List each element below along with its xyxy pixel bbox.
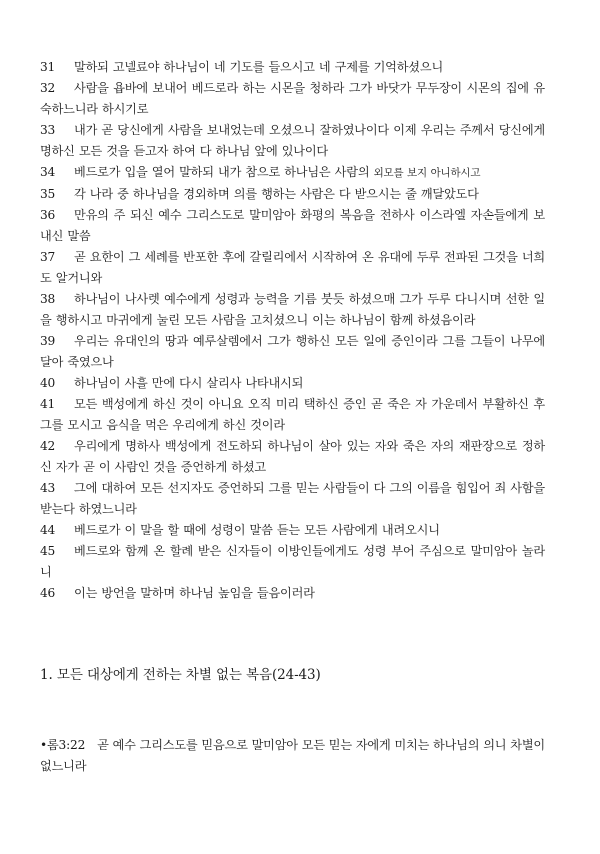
verse-number: 31: [40, 60, 56, 74]
verse-text: 그에 대하여 모든 선지자도 증언하되 그를 믿는 사람들이 다 그의 이름을 힘입어 죄 사함을 받는다 하였느니라: [40, 481, 545, 516]
cross-reference: [40, 735, 545, 777]
verse-text: 베드로가 이 말을 할 때에 성령이 말씀 듣는 모든 사람에게 내려오시니: [74, 523, 440, 537]
verse-number: 37: [40, 250, 56, 264]
verse-number: 45: [40, 544, 56, 558]
verse-32: [40, 78, 545, 120]
verse-37: [40, 247, 545, 289]
verse-number: 39: [40, 334, 56, 348]
verse-43: [40, 478, 545, 520]
verse-number: 44: [40, 523, 56, 537]
verse-text: 하나님이 나사렛 예수에게 성령과 능력을 기름 붓듯 하셨으매 그가 두루 다니시며 선한 일을 행하시고 마귀에게 눌린 모든 사람을 고치셨으니 이는 하나님이 함께 하셨음이라: [40, 292, 545, 327]
verse-text-small: 외모를 보지 아니하시고: [373, 167, 481, 179]
verse-number: 40: [40, 376, 56, 390]
verse-number: 43: [40, 481, 56, 495]
verse-46: [40, 583, 545, 604]
verse-42: [40, 436, 545, 478]
verse-text: 우리는 유대인의 땅과 예루살렘에서 그가 행하신 모든 일에 증인이라 그를 그들이 나무에 달아 죽였으나: [40, 334, 545, 369]
verse-number: 41: [40, 397, 56, 411]
verse-number: 34: [40, 165, 56, 179]
verse-44: [40, 520, 545, 541]
verse-36: [40, 205, 545, 247]
section-heading: 1. 모든 대상에게 전하는 차별 없는 복음(24-43): [40, 667, 321, 683]
verse-text: 모든 백성에게 하신 것이 아니요 오직 미리 택하신 증인 곧 죽은 자 가운데서 부활하신 후 그를 모시고 음식을 먹은 우리에게 하신 것이라: [40, 397, 545, 432]
verse-text: 곧 요한이 그 세례를 반포한 후에 갈릴리에서 시작하여 온 유대에 두루 전파된 그것을 너희도 알거니와: [40, 250, 545, 285]
verse-text: 만유의 주 되신 예수 그리스도로 말미암아 화평의 복음을 전하사 이스라엘 자손들에게 보내신 말씀: [40, 208, 545, 243]
verse-34: [40, 162, 545, 184]
cross-reference-label: •롬3:22: [40, 738, 86, 752]
verse-41: [40, 394, 545, 436]
verse-number: 46: [40, 586, 56, 600]
verse-list: [40, 57, 545, 604]
verse-number: 36: [40, 208, 56, 222]
verse-text: 하나님이 사흘 만에 다시 살리사 나타내시되: [74, 376, 304, 390]
verse-text: 이는 방언을 말하며 하나님 높임을 들음이러라: [74, 586, 315, 600]
verse-number: 38: [40, 292, 56, 306]
verse-text: 우리에게 명하사 백성에게 전도하되 하나님이 살아 있는 자와 죽은 자의 재판장으로 정하신 자가 곧 이 사람인 것을 증언하게 하셨고: [40, 439, 545, 474]
verse-text: 베드로와 함께 온 할례 받은 신자들이 이방인들에게도 성령 부어 주심으로 말미암아 놀라니: [40, 544, 545, 579]
verse-text: 내가 곧 당신에게 사람을 보내었는데 오셨으니 잘하였나이다 이제 우리는 주께서 당신에게 명하신 모든 것을 듣고자 하여 다 하나님 앞에 있나이다: [40, 123, 545, 158]
verse-number: 32: [40, 81, 56, 95]
verse-number: 35: [40, 187, 56, 201]
verse-40: [40, 373, 545, 394]
verse-text: 베드로가 입을 열어 말하되 내가 참으로 하나님은 사람의: [74, 165, 374, 179]
verse-38: [40, 289, 545, 331]
cross-reference-text: 곧 예수 그리스도를 믿음으로 말미암아 모든 믿는 자에게 미치는 하나님의 의니 차별이 없느니라: [40, 738, 545, 773]
verse-39: [40, 331, 545, 373]
verse-number: 42: [40, 439, 56, 453]
verse-45: [40, 541, 545, 583]
verse-35: [40, 184, 545, 205]
verse-text: 말하되 고넬료야 하나님이 네 기도를 들으시고 네 구제를 기억하셨으니: [74, 60, 444, 74]
verse-text: 사람을 욥바에 보내어 베드로라 하는 시몬을 청하라 그가 바닷가 무두장이 시몬의 집에 유숙하느니라 하시기로: [40, 81, 545, 116]
verse-33: [40, 120, 545, 162]
verse-text: 각 나라 중 하나님을 경외하며 의를 행하는 사람은 다 받으시는 줄 깨달았도다: [74, 187, 479, 201]
verse-31: [40, 57, 545, 78]
verse-number: 33: [40, 123, 56, 137]
